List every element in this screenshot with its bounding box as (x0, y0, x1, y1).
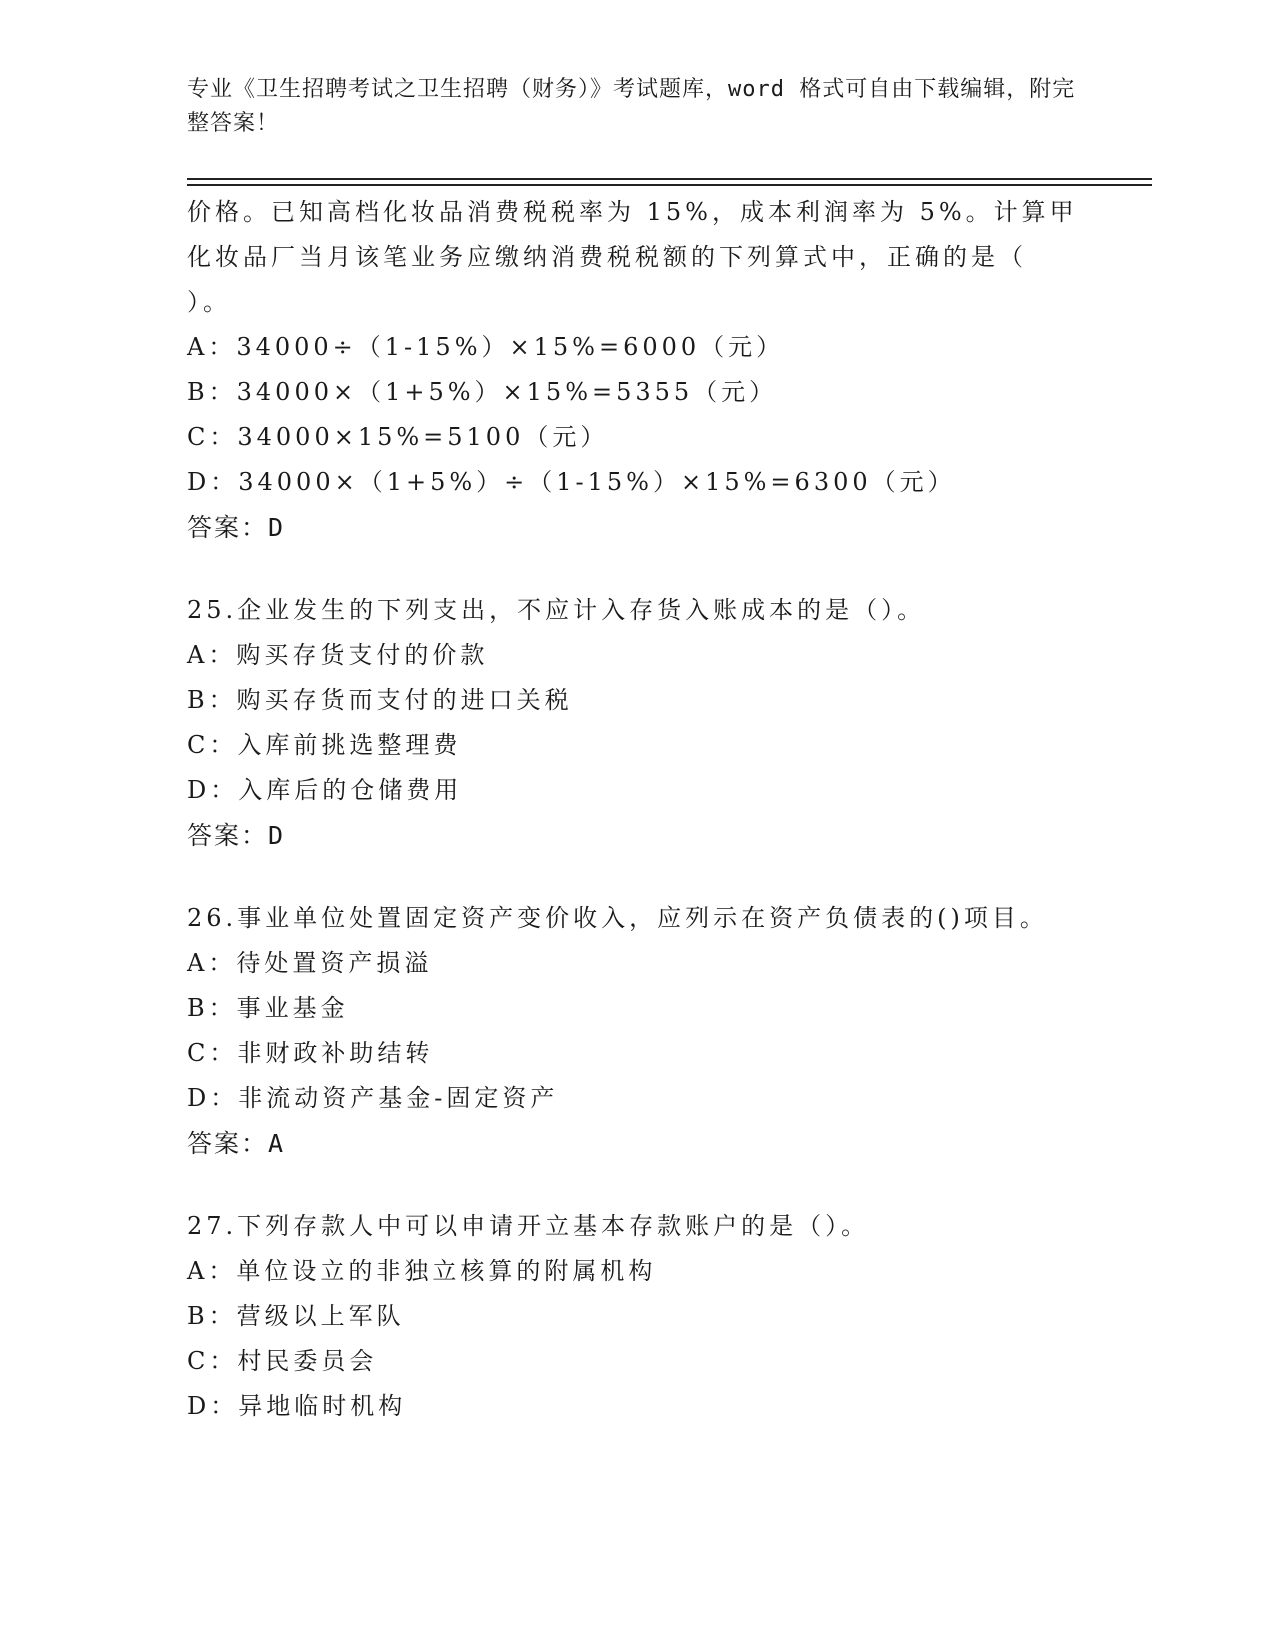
question-content (187, 190, 1087, 1429)
option-a: A：34000÷（1-15%）×15%=6000（元） (187, 333, 785, 361)
option-b: B：34000×（1+5%）×15%=5355（元） (187, 378, 778, 406)
question-stem-line: 价格。已知高档化妆品消费税税率为 15%，成本利润率为 5%。计算甲 (187, 198, 1078, 226)
question-stem: 27.下列存款人中可以申请开立基本存款账户的是（）。 (187, 1212, 870, 1240)
option-c: C：非财政补助结转 (187, 1039, 434, 1067)
document-header: 专业《卫生招聘考试之卫生招聘（财务）》考试题库，word 格式可自由下载编辑，附完整答案！ (187, 77, 1076, 136)
option-d: D：异地临时机构 (187, 1392, 407, 1420)
answer-label: 答案：D (187, 821, 286, 850)
option-d: D：入库后的仓储费用 (187, 776, 463, 804)
option-b: B：营级以上军队 (187, 1302, 405, 1330)
header-divider-bottom (187, 184, 1152, 186)
option-a: A：购买存货支付的价款 (187, 641, 489, 669)
spacer (187, 550, 1087, 588)
spacer (187, 858, 1087, 896)
option-d: D：非流动资产基金-固定资产 (187, 1084, 559, 1112)
question-27 (187, 1204, 1087, 1429)
option-a: A：待处置资产损溢 (187, 949, 433, 977)
option-d: D：34000×（1+5%）÷（1-15%）×15%=6300（元） (187, 468, 956, 496)
question-25 (187, 588, 1087, 858)
header-divider-top (187, 178, 1152, 180)
spacer (187, 1166, 1087, 1204)
question-stem: 26.事业单位处置固定资产变价收入，应列示在资产负债表的()项目。 (187, 904, 1048, 932)
option-a: A：单位设立的非独立核算的附属机构 (187, 1257, 657, 1285)
answer-label: 答案：A (187, 1129, 286, 1158)
option-b: B：事业基金 (187, 994, 349, 1022)
option-c: C：入库前挑选整理费 (187, 731, 462, 759)
option-c: C：村民委员会 (187, 1347, 378, 1375)
question-stem-line: ）。 (187, 288, 231, 316)
option-b: B：购买存货而支付的进口关税 (187, 686, 573, 714)
question-stem-line: 化妆品厂当月该笔业务应缴纳消费税税额的下列算式中，正确的是（ (187, 243, 1027, 271)
answer-label: 答案：D (187, 513, 286, 542)
question-24 (187, 190, 1087, 550)
question-26 (187, 896, 1087, 1166)
option-c: C：34000×15%=5100（元） (187, 423, 609, 451)
question-stem: 25.企业发生的下列支出，不应计入存货入账成本的是（）。 (187, 596, 926, 624)
